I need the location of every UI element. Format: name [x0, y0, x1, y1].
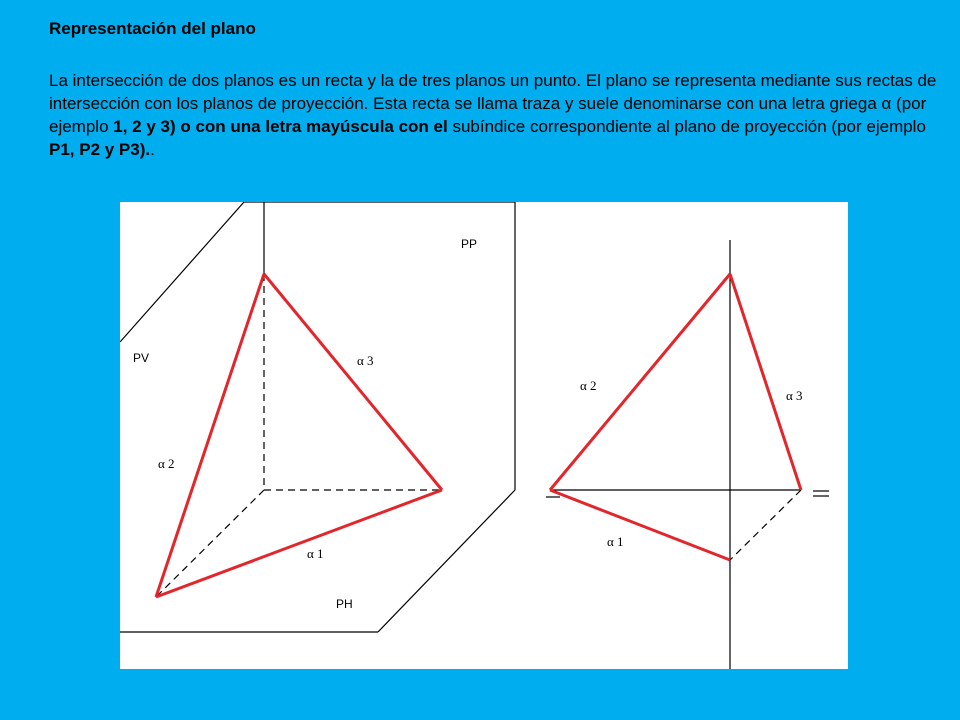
label-alpha2-right: α 2	[580, 378, 597, 393]
right-traces	[550, 274, 801, 560]
label-ph: PH	[336, 597, 353, 611]
label-pp: PP	[461, 237, 478, 251]
label-alpha3-right: α 3	[786, 388, 803, 403]
page-title: Representación del plano	[49, 19, 256, 38]
hidden-trace-link	[730, 490, 801, 560]
left-traces	[156, 274, 442, 597]
trace-alpha2-left	[156, 274, 264, 597]
trace-alpha3-left	[264, 274, 442, 490]
paragraph-bold-2: P1, P2 y P3).	[49, 140, 151, 159]
trace-alpha1-right	[550, 490, 730, 560]
label-alpha2-left: α 2	[158, 456, 175, 471]
paragraph-bold-1: 1, 2 y 3) o con una letra mayúscula con el	[113, 117, 448, 136]
ph-right-edge	[378, 490, 515, 632]
paragraph-text-3: .	[150, 140, 155, 159]
paragraph-text-2: subíndice correspondiente al plano de proyección (por ejemplo	[447, 117, 926, 136]
description-paragraph	[49, 69, 939, 161]
label-alpha3-left: α 3	[357, 353, 374, 368]
right-diagram	[546, 240, 829, 669]
paragraph-text-1: La intersección de dos planos es un recta y la de tres planos un punto. El plano se representa mediante sus rectas de intersección con los planos de proyección. Esta recta se llama traza y suele denominarse con una letra griega α (por ejemplo	[49, 71, 937, 136]
pv-top-edge	[120, 202, 244, 342]
label-alpha1-right: α 1	[607, 534, 624, 549]
hidden-floor-axis-y	[156, 490, 264, 597]
trace-alpha3-right	[730, 274, 801, 490]
trace-alpha1-left	[156, 490, 442, 597]
projection-figure	[120, 202, 848, 669]
projection-svg	[120, 202, 848, 669]
label-alpha1-left: α 1	[307, 546, 324, 561]
label-pv: PV	[133, 351, 150, 365]
trace-alpha2-right	[550, 274, 730, 490]
left-diagram	[120, 202, 515, 632]
